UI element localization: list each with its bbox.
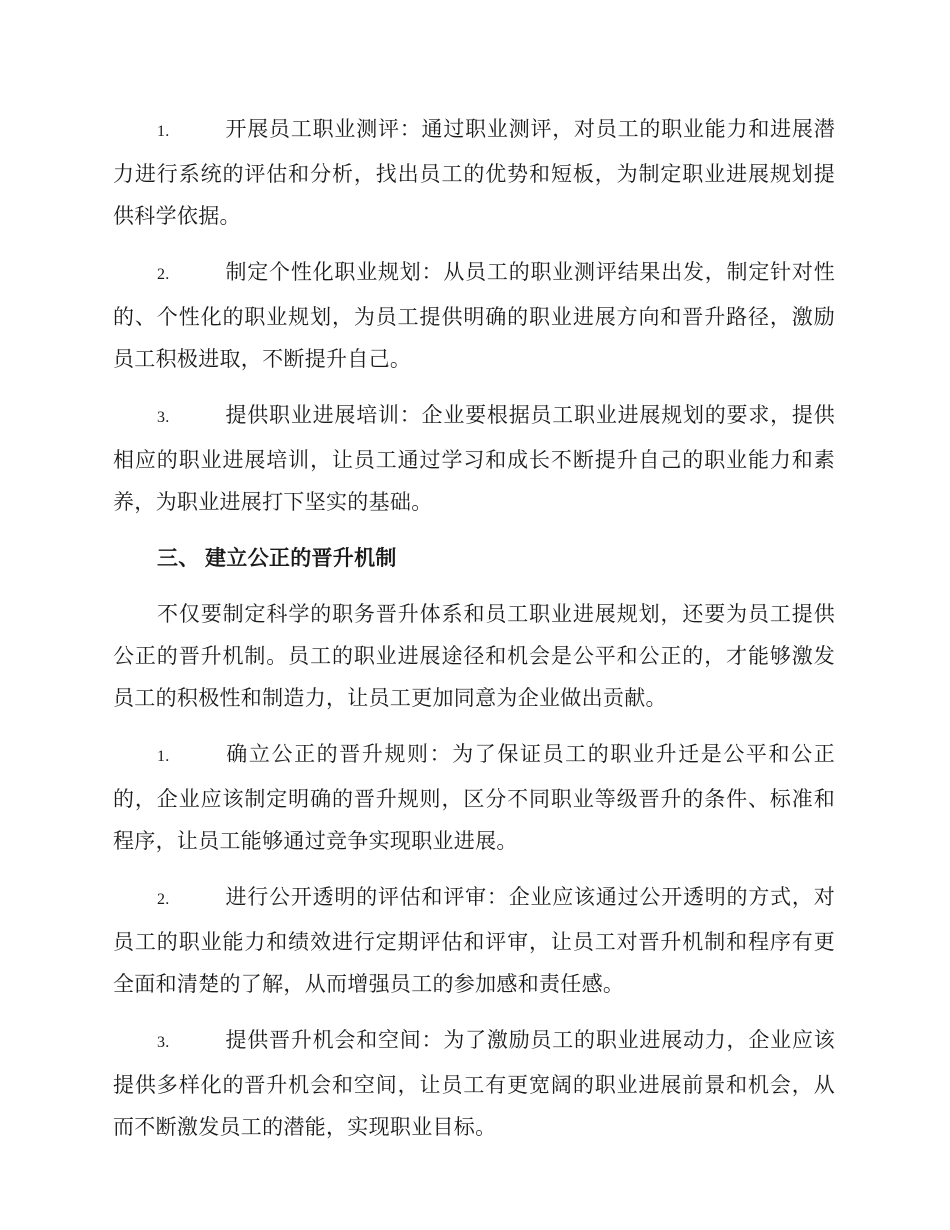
list-item bbox=[113, 733, 835, 862]
list-item bbox=[113, 1019, 835, 1148]
document-page bbox=[113, 108, 835, 1162]
list-number: 3. bbox=[157, 1034, 170, 1051]
list-item bbox=[113, 251, 835, 380]
section-number: 三、 bbox=[157, 546, 200, 570]
list-number: 2. bbox=[157, 266, 170, 283]
list-item-text: 提供职业进展培训：企业要根据员工职业进展规划的要求，提供相应的职业进展培训，让员工通过学习和成长不断提升自己的职业能力和素养，为职业进展打下坚实的基础。 bbox=[113, 403, 835, 514]
list-item-text: 提供晋升机会和空间：为了激励员工的职业进展动力，企业应该提供多样化的晋升机会和空间，让员工有更宽阔的职业进展前景和机会，从而不断激发员工的潜能，实现职业目标。 bbox=[113, 1028, 835, 1139]
list-item-text: 制定个性化职业规划：从员工的职业测评结果出发，制定针对性的、个性化的职业规划，为员工提供明确的职业进展方向和晋升路径，激励员工积极进取，不断提升自己。 bbox=[113, 260, 835, 371]
section-title: 建立公正的晋升机制 bbox=[205, 546, 397, 570]
list-item-text: 开展员工职业测评：通过职业测评，对员工的职业能力和进展潜力进行系统的评估和分析，找出员工的优势和短板，为制定职业进展规划提供科学依据。 bbox=[113, 117, 835, 228]
list-number: 2. bbox=[157, 891, 170, 908]
list-item-text: 进行公开透明的评估和评审：企业应该通过公开透明的方式，对员工的职业能力和绩效进行定期评估和评审，让员工对晋升机制和程序有更全面和清楚的了解，从而增强员工的参加感和责任感。 bbox=[113, 885, 835, 996]
list-item-text: 确立公正的晋升规则：为了保证员工的职业升迁是公平和公正的，企业应该制定明确的晋升规则，区分不同职业等级晋升的条件、标准和程序，让员工能够通过竞争实现职业进展。 bbox=[113, 742, 835, 853]
section-heading bbox=[113, 537, 835, 579]
list-number: 1. bbox=[157, 123, 170, 140]
list-item bbox=[113, 108, 835, 237]
list-item bbox=[113, 876, 835, 1005]
list-item bbox=[113, 394, 835, 523]
list-number: 3. bbox=[157, 409, 170, 426]
section-intro-paragraph: 不仅要制定科学的职务晋升体系和员工职业进展规划，还要为员工提供公正的晋升机制。员工的职业进展途径和机会是公平和公正的，才能够激发员工的积极性和制造力，让员工更加同意为企业做出贡献。 bbox=[113, 602, 835, 710]
list-number: 1. bbox=[157, 748, 170, 765]
